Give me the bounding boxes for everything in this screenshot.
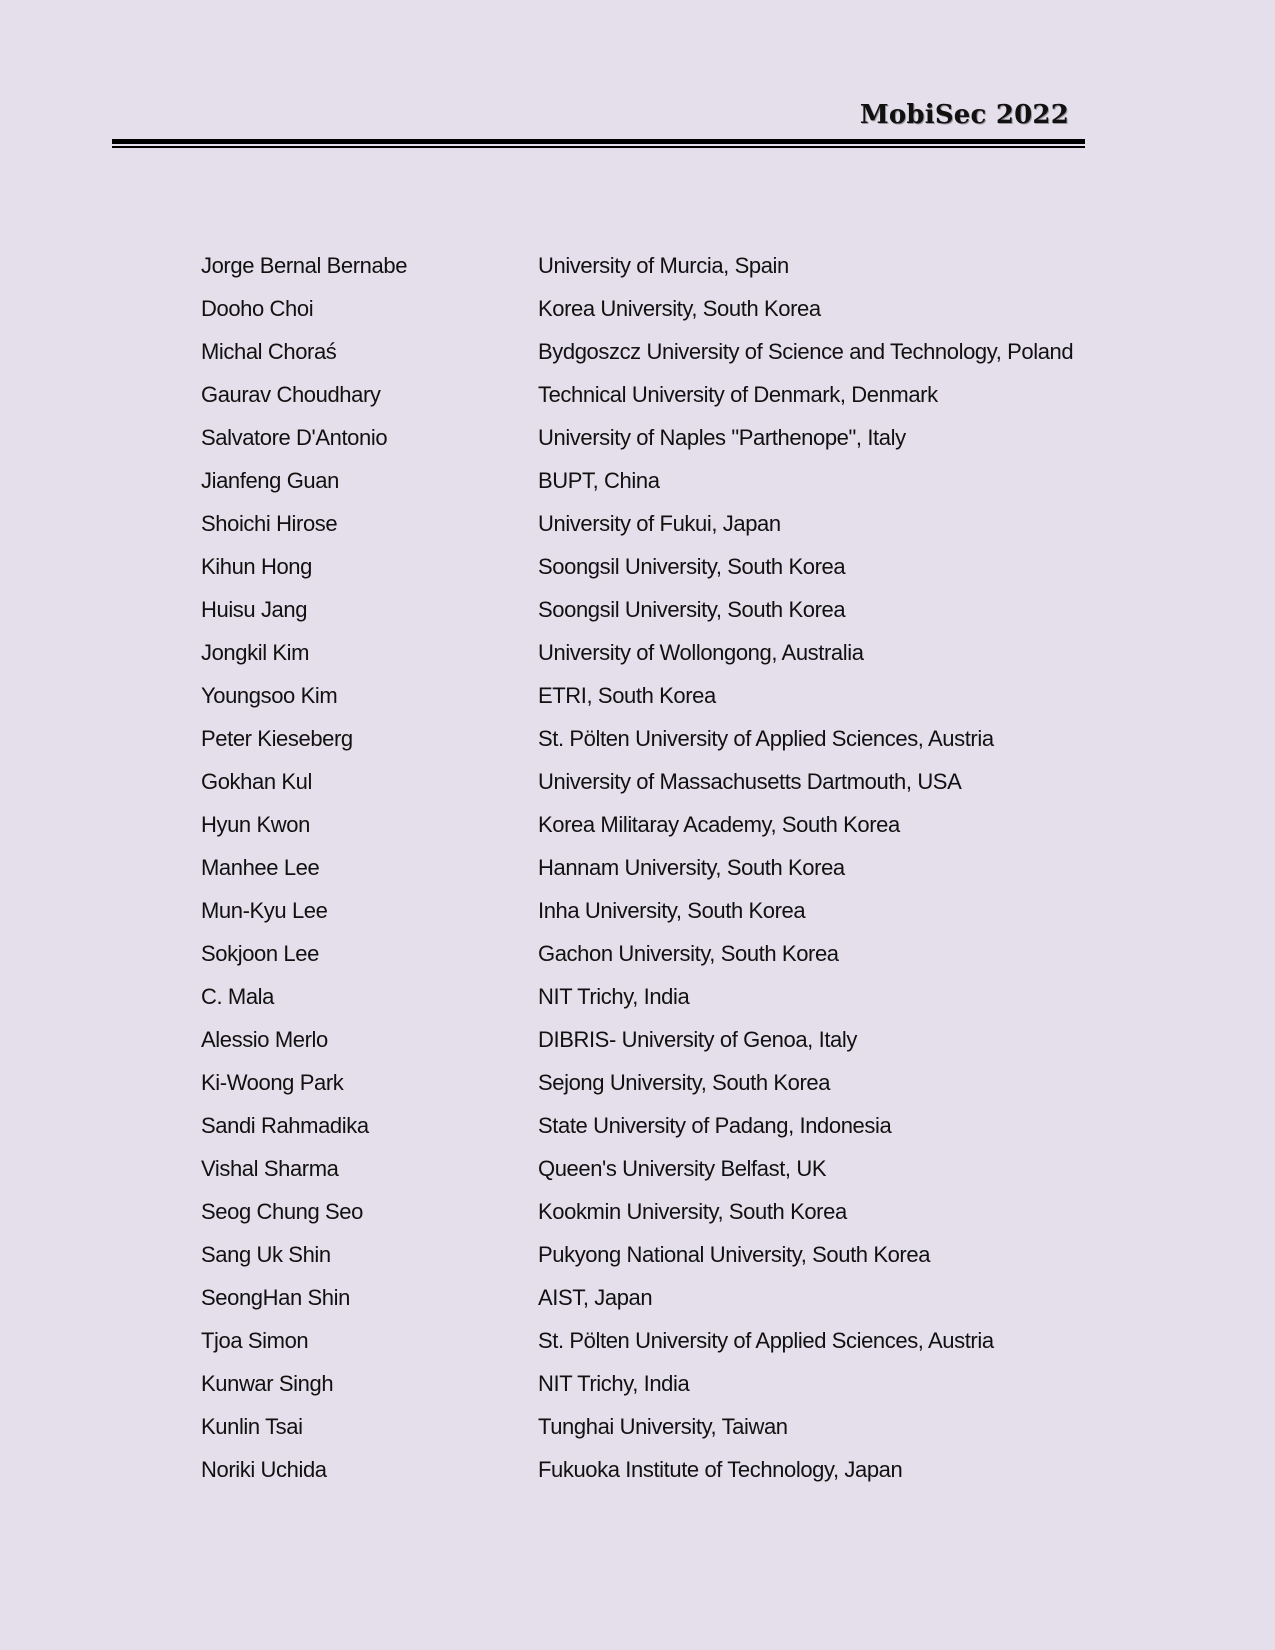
member-affiliation: Soongsil University, South Korea [538, 554, 846, 579]
member-affiliation: Technical University of Denmark, Denmark [538, 382, 938, 407]
member-affiliation: Korea University, South Korea [538, 296, 821, 321]
member-affiliation: NIT Trichy, India [538, 984, 690, 1009]
member-name: Dooho Choi [201, 296, 314, 321]
member-affiliation: Sejong University, South Korea [538, 1070, 831, 1095]
member-name: Seog Chung Seo [201, 1199, 363, 1224]
member-affiliation: Gachon University, South Korea [538, 941, 839, 966]
member-affiliation: Queen's University Belfast, UK [538, 1156, 827, 1181]
committee-member-row [201, 941, 1101, 984]
member-name: Shoichi Hirose [201, 511, 338, 536]
member-name: Jianfeng Guan [201, 468, 339, 493]
member-name: Vishal Sharma [201, 1156, 339, 1181]
member-name: Kihun Hong [201, 554, 312, 579]
member-name: Sokjoon Lee [201, 941, 319, 966]
member-name: Huisu Jang [201, 597, 308, 622]
member-affiliation: ETRI, South Korea [538, 683, 716, 708]
header-rule-thick [112, 139, 1085, 144]
member-affiliation: St. Pölten University of Applied Sciences, Austria [538, 726, 994, 751]
committee-member-row [201, 640, 1101, 683]
member-affiliation: University of Wollongong, Australia [538, 640, 864, 665]
member-affiliation: University of Murcia, Spain [538, 253, 789, 278]
member-affiliation: Tunghai University, Taiwan [538, 1414, 788, 1439]
member-affiliation: Hannam University, South Korea [538, 855, 845, 880]
committee-member-row [201, 1457, 1101, 1500]
member-affiliation: Bydgoszcz University of Science and Technology, Poland [538, 339, 1074, 364]
member-affiliation: AIST, Japan [538, 1285, 653, 1310]
member-affiliation: BUPT, China [538, 468, 660, 493]
member-name: Alessio Merlo [201, 1027, 328, 1052]
committee-member-row [201, 1414, 1101, 1457]
header-rule-thin [112, 146, 1085, 148]
member-name: Peter Kieseberg [201, 726, 353, 751]
committee-member-row [201, 1113, 1101, 1156]
committee-member-row [201, 1027, 1101, 1070]
member-affiliation: Inha University, South Korea [538, 898, 806, 923]
member-name: Sandi Rahmadika [201, 1113, 369, 1138]
committee-member-row [201, 253, 1101, 296]
member-affiliation: Kookmin University, South Korea [538, 1199, 847, 1224]
committee-member-row [201, 898, 1101, 941]
member-name: Mun-Kyu Lee [201, 898, 328, 923]
committee-member-row [201, 597, 1101, 640]
committee-member-row [201, 1156, 1101, 1199]
member-affiliation: University of Massachusetts Dartmouth, USA [538, 769, 962, 794]
member-name: Kunwar Singh [201, 1371, 334, 1396]
member-affiliation: State University of Padang, Indonesia [538, 1113, 892, 1138]
member-name: Jongkil Kim [201, 640, 310, 665]
committee-member-row [201, 683, 1101, 726]
committee-member-row [201, 554, 1101, 597]
committee-member-row [201, 812, 1101, 855]
member-affiliation: Korea Militaray Academy, South Korea [538, 812, 900, 837]
committee-member-row [201, 1328, 1101, 1371]
committee-member-row [201, 339, 1101, 382]
member-name: Michal Choraś [201, 339, 337, 364]
member-affiliation: Pukyong National University, South Korea [538, 1242, 931, 1267]
committee-member-row [201, 511, 1101, 554]
member-name: Ki-Woong Park [201, 1070, 344, 1095]
member-name: Manhee Lee [201, 855, 320, 880]
member-name: Jorge Bernal Bernabe [201, 253, 408, 278]
member-affiliation: University of Naples "Parthenope", Italy [538, 425, 906, 450]
member-affiliation: St. Pölten University of Applied Sciences, Austria [538, 1328, 994, 1353]
member-affiliation: University of Fukui, Japan [538, 511, 781, 536]
member-name: Sang Uk Shin [201, 1242, 331, 1267]
member-name: Tjoa Simon [201, 1328, 309, 1353]
member-name: Salvatore D'Antonio [201, 425, 388, 450]
member-name: Hyun Kwon [201, 812, 310, 837]
member-name: Youngsoo Kim [201, 683, 338, 708]
committee-member-row [201, 1242, 1101, 1285]
member-affiliation: NIT Trichy, India [538, 1371, 690, 1396]
committee-member-row [201, 1285, 1101, 1328]
member-name: Gokhan Kul [201, 769, 312, 794]
member-name: SeongHan Shin [201, 1285, 350, 1310]
committee-member-row [201, 769, 1101, 812]
member-name: C. Mala [201, 984, 274, 1009]
member-affiliation: Soongsil University, South Korea [538, 597, 846, 622]
page-header-title: MobiSec 2022 [859, 100, 1069, 130]
member-affiliation: Fukuoka Institute of Technology, Japan [538, 1457, 903, 1482]
committee-member-row [201, 425, 1101, 468]
member-name: Gaurav Choudhary [201, 382, 381, 407]
committee-member-row [201, 296, 1101, 339]
member-affiliation: DIBRIS- University of Genoa, Italy [538, 1027, 857, 1052]
committee-member-row [201, 1371, 1101, 1414]
page-header [112, 96, 1085, 150]
committee-member-row [201, 855, 1101, 898]
committee-member-row [201, 382, 1101, 425]
committee-member-row [201, 726, 1101, 769]
committee-member-row [201, 468, 1101, 511]
member-name: Noriki Uchida [201, 1457, 327, 1482]
committee-list [201, 253, 1101, 1500]
committee-member-row [201, 1199, 1101, 1242]
committee-member-row [201, 1070, 1101, 1113]
member-name: Kunlin Tsai [201, 1414, 303, 1439]
committee-member-row [201, 984, 1101, 1027]
